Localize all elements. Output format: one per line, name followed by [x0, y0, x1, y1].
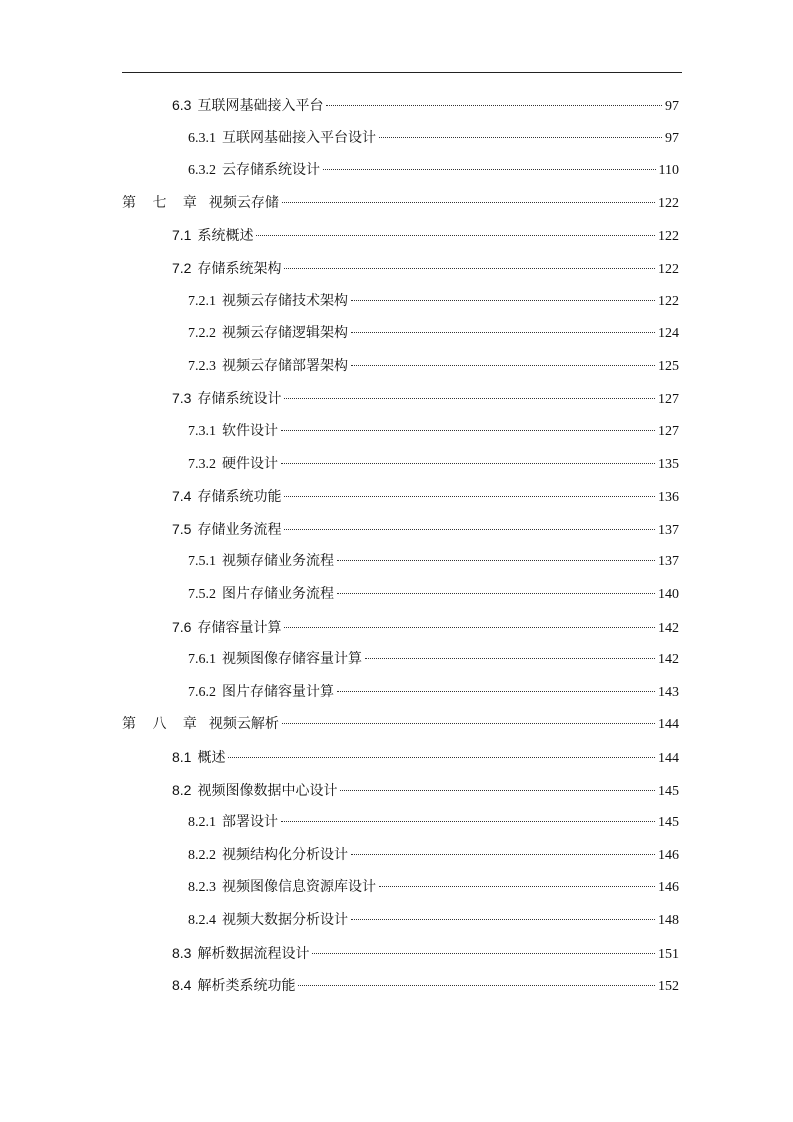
toc-entry[interactable]: [188, 420, 679, 442]
toc-page-number: 97: [665, 99, 679, 114]
toc-section-number: 8.2.4: [188, 913, 216, 928]
toc-section-number: 8.2.1: [188, 815, 216, 831]
toc-entry[interactable]: [172, 942, 679, 964]
toc-entry-title: 硬件设计: [222, 455, 278, 472]
toc-entry[interactable]: [188, 127, 679, 149]
toc-page-number: 110: [658, 163, 679, 179]
toc-page-number: 146: [658, 847, 679, 863]
toc-section-number: 8.2.3: [188, 880, 216, 896]
dot-leader: [228, 757, 655, 758]
toc-section-number: 6.3.1: [188, 130, 216, 146]
toc-entry-title: 解析类系统功能: [197, 978, 296, 995]
toc-page-number: 122: [658, 195, 679, 211]
toc-section-number: 6.3: [172, 97, 192, 113]
dot-leader: [298, 985, 655, 986]
toc-section-number: 7.2.2: [188, 326, 216, 342]
toc-section-number: 8.2.2: [188, 847, 216, 863]
toc-entry[interactable]: [188, 355, 679, 377]
toc-entry-title: 互联网基础接入平台: [197, 98, 324, 114]
toc-entry[interactable]: [172, 974, 679, 996]
toc-entry-title: 视频大数据分析设计: [222, 912, 348, 928]
dot-leader: [365, 658, 655, 659]
dot-leader: [284, 496, 655, 497]
toc-section-number: 7.4: [172, 488, 192, 505]
toc-entry-title: 软件设计: [222, 423, 278, 439]
toc-page-number: 142: [658, 620, 679, 636]
dot-leader: [351, 300, 655, 301]
toc-entry[interactable]: [188, 811, 679, 833]
dot-leader: [326, 105, 662, 106]
toc-section-number: 7.6.1: [188, 652, 216, 668]
toc-section-number: 6.3.2: [188, 163, 216, 179]
toc-entry-title: 云存储系统设计: [222, 162, 320, 179]
toc-entry-title: 存储容量计算: [197, 619, 282, 636]
toc-entry[interactable]: [188, 909, 679, 931]
toc-page-number: 144: [658, 717, 679, 733]
toc-entry-title: 存储系统功能: [197, 489, 282, 506]
toc-entry-title: 视频云存储逻辑架构: [222, 325, 348, 342]
toc-page-number: 137: [658, 554, 679, 570]
toc-page-number: 142: [658, 652, 679, 668]
toc-entry[interactable]: [172, 224, 679, 246]
toc-section-number: 7.5.1: [188, 554, 216, 570]
dot-leader: [379, 886, 655, 887]
toc-entry[interactable]: [188, 876, 679, 898]
toc-page-number: 127: [658, 392, 679, 408]
dot-leader: [281, 463, 655, 464]
toc-page-number: 127: [658, 424, 679, 439]
toc-entry-title: 视频云存储技术架构: [222, 292, 348, 309]
dot-leader: [337, 560, 655, 561]
toc-section-number: 7.3.2: [188, 456, 216, 472]
toc-page-number: 97: [665, 130, 679, 146]
dot-leader: [282, 723, 655, 724]
toc-entry[interactable]: [172, 616, 679, 638]
toc-section-number: 8.3: [172, 944, 192, 961]
toc-page-number: 145: [658, 815, 679, 831]
dot-leader: [379, 137, 662, 138]
dot-leader: [281, 821, 655, 822]
toc-page-number: 137: [658, 522, 679, 538]
toc-section-number: 8.1: [172, 749, 192, 765]
dot-leader: [282, 202, 655, 203]
toc-entry-title: 视频云存储部署架构: [222, 357, 348, 374]
toc-entry[interactable]: [172, 257, 679, 279]
toc-entry-title: 视频云存储: [208, 194, 279, 211]
toc-page-number: 152: [658, 979, 679, 995]
toc-entry[interactable]: [188, 550, 679, 572]
toc-page-number: 122: [658, 262, 679, 277]
dot-leader: [284, 627, 655, 628]
toc-section-number: 7.3: [172, 390, 192, 407]
dot-leader: [351, 919, 655, 920]
toc-section-number: 8.2: [172, 781, 192, 798]
toc-entry[interactable]: [188, 648, 679, 670]
toc-section-number: 7.2.3: [188, 358, 216, 374]
dot-leader: [284, 268, 655, 269]
toc-section-number: 7.5.2: [188, 587, 216, 602]
toc-section-number: 7.6: [172, 618, 192, 635]
toc-section-number: 7.2.1: [188, 293, 216, 309]
toc-page-number: 146: [658, 880, 679, 896]
toc-entry[interactable]: [172, 746, 679, 768]
header-rule: [122, 72, 682, 73]
toc-section-number: 7.1: [172, 227, 192, 244]
dot-leader: [340, 790, 655, 791]
toc-entry[interactable]: [172, 387, 679, 409]
dot-leader: [284, 398, 655, 399]
toc-page-number: 145: [658, 783, 679, 799]
toc-entry-title: 互联网基础接入平台设计: [222, 129, 376, 146]
toc-section-number: 8.4: [172, 977, 192, 994]
toc-entry-title: 部署设计: [222, 814, 278, 831]
toc-entry-title: 视频结构化分析设计: [222, 846, 348, 863]
toc-entry[interactable]: [188, 583, 679, 605]
toc-entry-title: 图片存储业务流程: [222, 586, 334, 602]
dot-leader: [323, 169, 656, 170]
toc-entry[interactable]: [172, 779, 679, 801]
toc-entry-title: 存储系统架构: [197, 261, 282, 277]
toc-entry-title: 系统概述: [197, 228, 254, 245]
toc-entry[interactable]: [188, 290, 679, 312]
toc-section-number: 7.5: [172, 520, 192, 537]
toc-entry-title: 图片存储容量计算: [222, 683, 334, 700]
toc-entry[interactable]: [188, 844, 679, 866]
toc-page-number: 122: [658, 293, 679, 309]
toc-page-number: 124: [658, 326, 679, 342]
toc-page-number: 136: [658, 490, 679, 506]
toc-entry-title: 视频存储业务流程: [222, 553, 334, 570]
toc-chapter-number: 第 八 章: [122, 716, 203, 733]
toc-page-number: 151: [658, 946, 679, 962]
toc-entry-title: 视频云解析: [208, 716, 279, 733]
dot-leader: [351, 854, 655, 855]
toc-section-number: 7.3.1: [188, 424, 216, 439]
toc-entry-title: 视频图像数据中心设计: [197, 782, 338, 799]
toc-page-number: 140: [658, 587, 679, 602]
toc-entry-title: 概述: [197, 750, 226, 766]
toc-entry[interactable]: [188, 453, 679, 475]
dot-leader: [281, 430, 655, 431]
toc-page-number: 144: [658, 751, 679, 766]
toc-entry[interactable]: [188, 681, 679, 703]
toc-page-number: 135: [658, 456, 679, 472]
toc-page-number: 148: [658, 913, 679, 928]
dot-leader: [351, 365, 655, 366]
toc-page-number: 143: [658, 684, 679, 700]
toc-page-number: 125: [658, 358, 679, 374]
toc-entry-title: 视频图像存储容量计算: [222, 651, 362, 668]
toc-section-number: 7.2: [172, 260, 192, 276]
toc-entry[interactable]: [122, 192, 679, 214]
toc-entry[interactable]: [188, 159, 679, 181]
dot-leader: [337, 593, 655, 594]
dot-leader: [312, 953, 655, 954]
toc-chapter-number: 第 七 章: [122, 194, 203, 211]
toc-entry[interactable]: [172, 518, 679, 540]
toc-entry[interactable]: [122, 713, 679, 735]
toc-entry[interactable]: [188, 322, 679, 344]
toc-entry[interactable]: [172, 485, 679, 507]
toc-entry-title: 解析数据流程设计: [197, 945, 310, 962]
toc-section-number: 7.6.2: [188, 684, 216, 700]
dot-leader: [256, 235, 655, 236]
toc-entry-title: 存储系统设计: [197, 391, 282, 408]
toc-entry-title: 视频图像信息资源库设计: [222, 879, 376, 896]
dot-leader: [351, 332, 655, 333]
dot-leader: [284, 529, 655, 530]
dot-leader: [337, 691, 655, 692]
toc-page-number: 122: [658, 229, 679, 245]
toc-entry[interactable]: [172, 94, 679, 116]
toc-entry-title: 存储业务流程: [197, 521, 282, 538]
